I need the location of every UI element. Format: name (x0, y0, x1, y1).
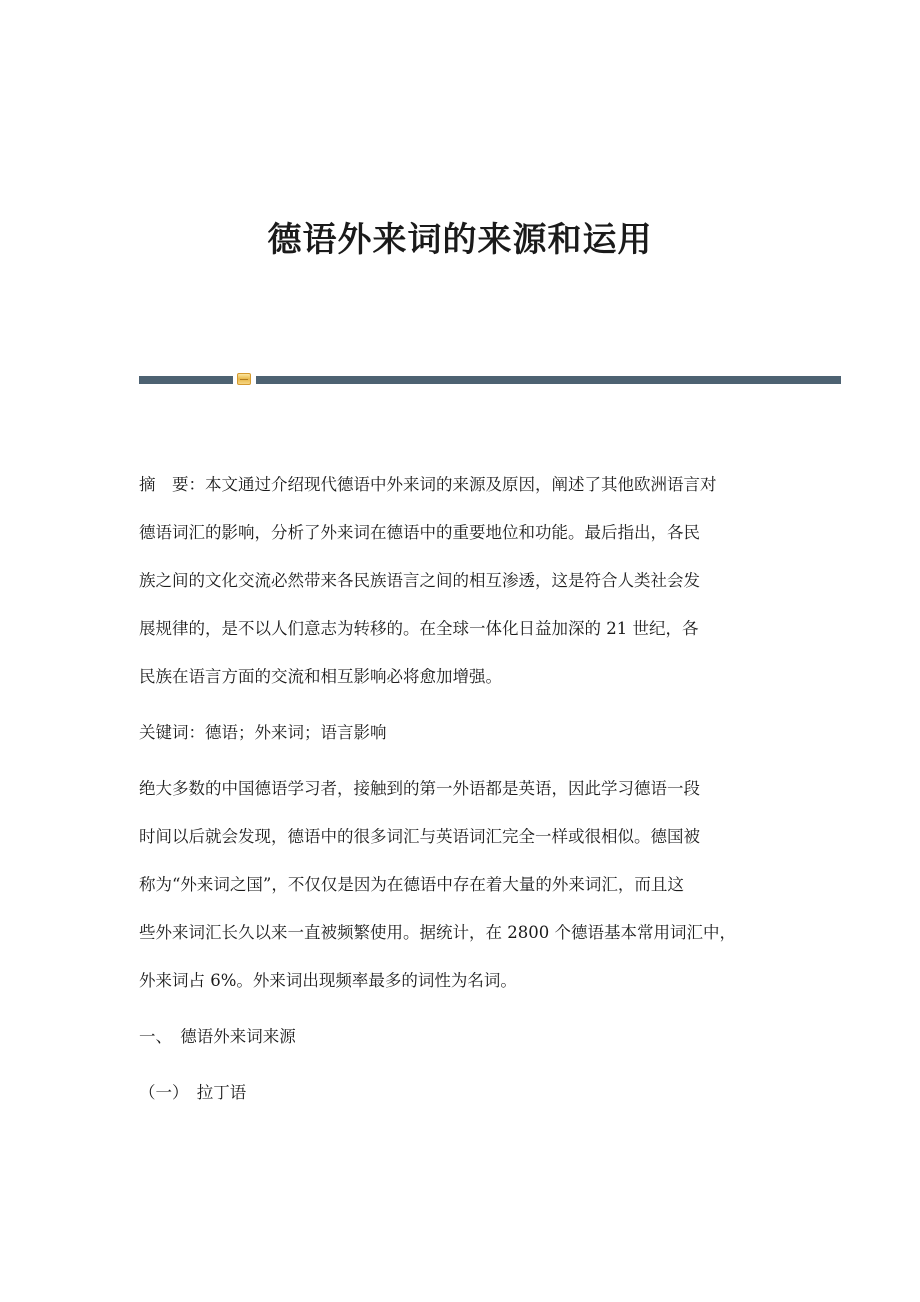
divider-bar-right (256, 376, 841, 384)
abstract-line: 民族在语言方面的交流和相互影响必将愈加增强。 (139, 667, 502, 686)
document-title: 德语外来词的来源和运用 (267, 220, 653, 260)
intro-line: 些外来词汇长久以来一直被频繁使用。据统计，在 2800 个德语基本常用词汇中， (139, 923, 736, 942)
intro-line: 时间以后就会发现，德语中的很多词汇与英语词汇完全一样或很相似。德国被 (139, 827, 700, 846)
intro-line: 绝大多数的中国德语学习者，接触到的第一外语都是英语，因此学习德语一段 (139, 779, 700, 798)
abstract-line: 族之间的文化交流必然带来各民族语言之间的相互渗透，这是符合人类社会发 (139, 571, 700, 590)
title-divider (139, 373, 841, 385)
abstract-line: 德语词汇的影响，分析了外来词在德语中的重要地位和功能。最后指出，各民 (139, 523, 700, 542)
section-heading: 一、 德语外来词来源 (139, 1027, 296, 1046)
abstract-line: 展规律的，是不以人们意志为转移的。在全球一体化日益加深的 21 世纪，各 (139, 619, 699, 638)
subsection-heading: （一） 拉丁语 (139, 1083, 247, 1102)
intro-line: 称为“外来词之国”，不仅仅是因为在德语中存在着大量的外来词汇，而且这 (139, 875, 684, 894)
divider-ornament-icon (237, 373, 251, 385)
abstract-line: 摘 要：本文通过介绍现代德语中外来词的来源及原因，阐述了其他欧洲语言对 (139, 475, 717, 494)
intro-line: 外来词占 6%。外来词出现频率最多的词性为名词。 (139, 971, 517, 990)
divider-bar-left (139, 376, 233, 384)
keywords: 关键词：德语；外来词；语言影响 (139, 723, 387, 742)
